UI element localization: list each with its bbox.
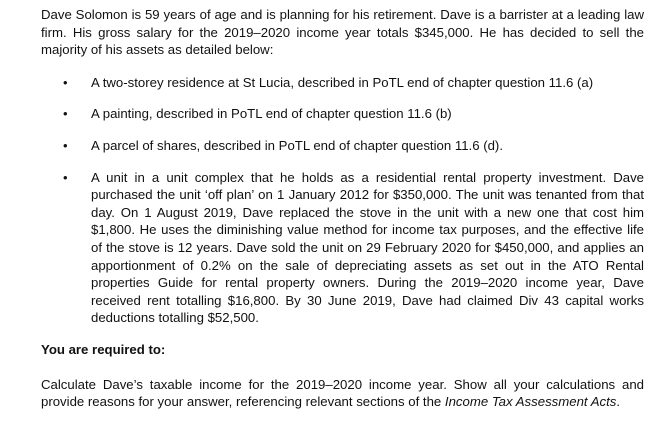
bullet-icon: • [63,74,68,90]
list-item-text: A unit in a unit complex that he holds as a residential rental property investment. Dave purchased the unit ‘off plan’ on 1 January 2012 for $350,000. The unit was tenanted from that day. On 1 August 2019, Dave replaced the stove in the unit with a new one that cost him $1,800. He uses the diminishing value method for income tax purposes, and the effective life of the stove is 12 years. Dave sold the unit on 29 February 2020 for $450,000, and applies an apportionment of 0.2% on the sale of depreciating assets as set out in the ATO Rental properties Guide for rental property owners. During the 2019–2020 income year, Dave received rent totalling $16,800. By 30 June 2019, Dave had claimed Div 43 capital works deductions totalling $52,500. [91,169,644,326]
list-item-text: A painting, described in PoTL end of chapter question 11.6 (b) [91,106,452,122]
task-text: Calculate Dave’s taxable income for the 2019–2020 income year. Show all your calculations and provide reasons for your answer, referencing relevant sections of the [41,376,644,410]
list-item [41,169,644,327]
bullet-icon: • [63,137,68,153]
intro-paragraph: Dave Solomon is 59 years of age and is planning for his retirement. Dave is a barrister at a leading law firm. His gross salary for the 2019–2020 income year totals $345,000. He has decided to sell the majority of his assets as detailed below: [41,7,644,58]
asset-list [41,74,644,327]
bullet-icon: • [63,169,68,185]
required-heading: You are required to: [41,341,166,357]
task-paragraph [41,376,644,411]
act-title: Income Tax Assessment Acts [444,394,617,410]
list-item [41,74,644,92]
list-item [41,105,644,123]
list-item-text: A parcel of shares, described in PoTL end of chapter question 11.6 (d). [91,137,503,153]
list-item [41,137,644,155]
question-document [41,6,644,411]
bullet-icon: • [63,106,68,122]
list-item-text: A two-storey residence at St Lucia, described in PoTL end of chapter question 11.6 (a) [91,74,594,90]
task-end: . [616,394,621,410]
